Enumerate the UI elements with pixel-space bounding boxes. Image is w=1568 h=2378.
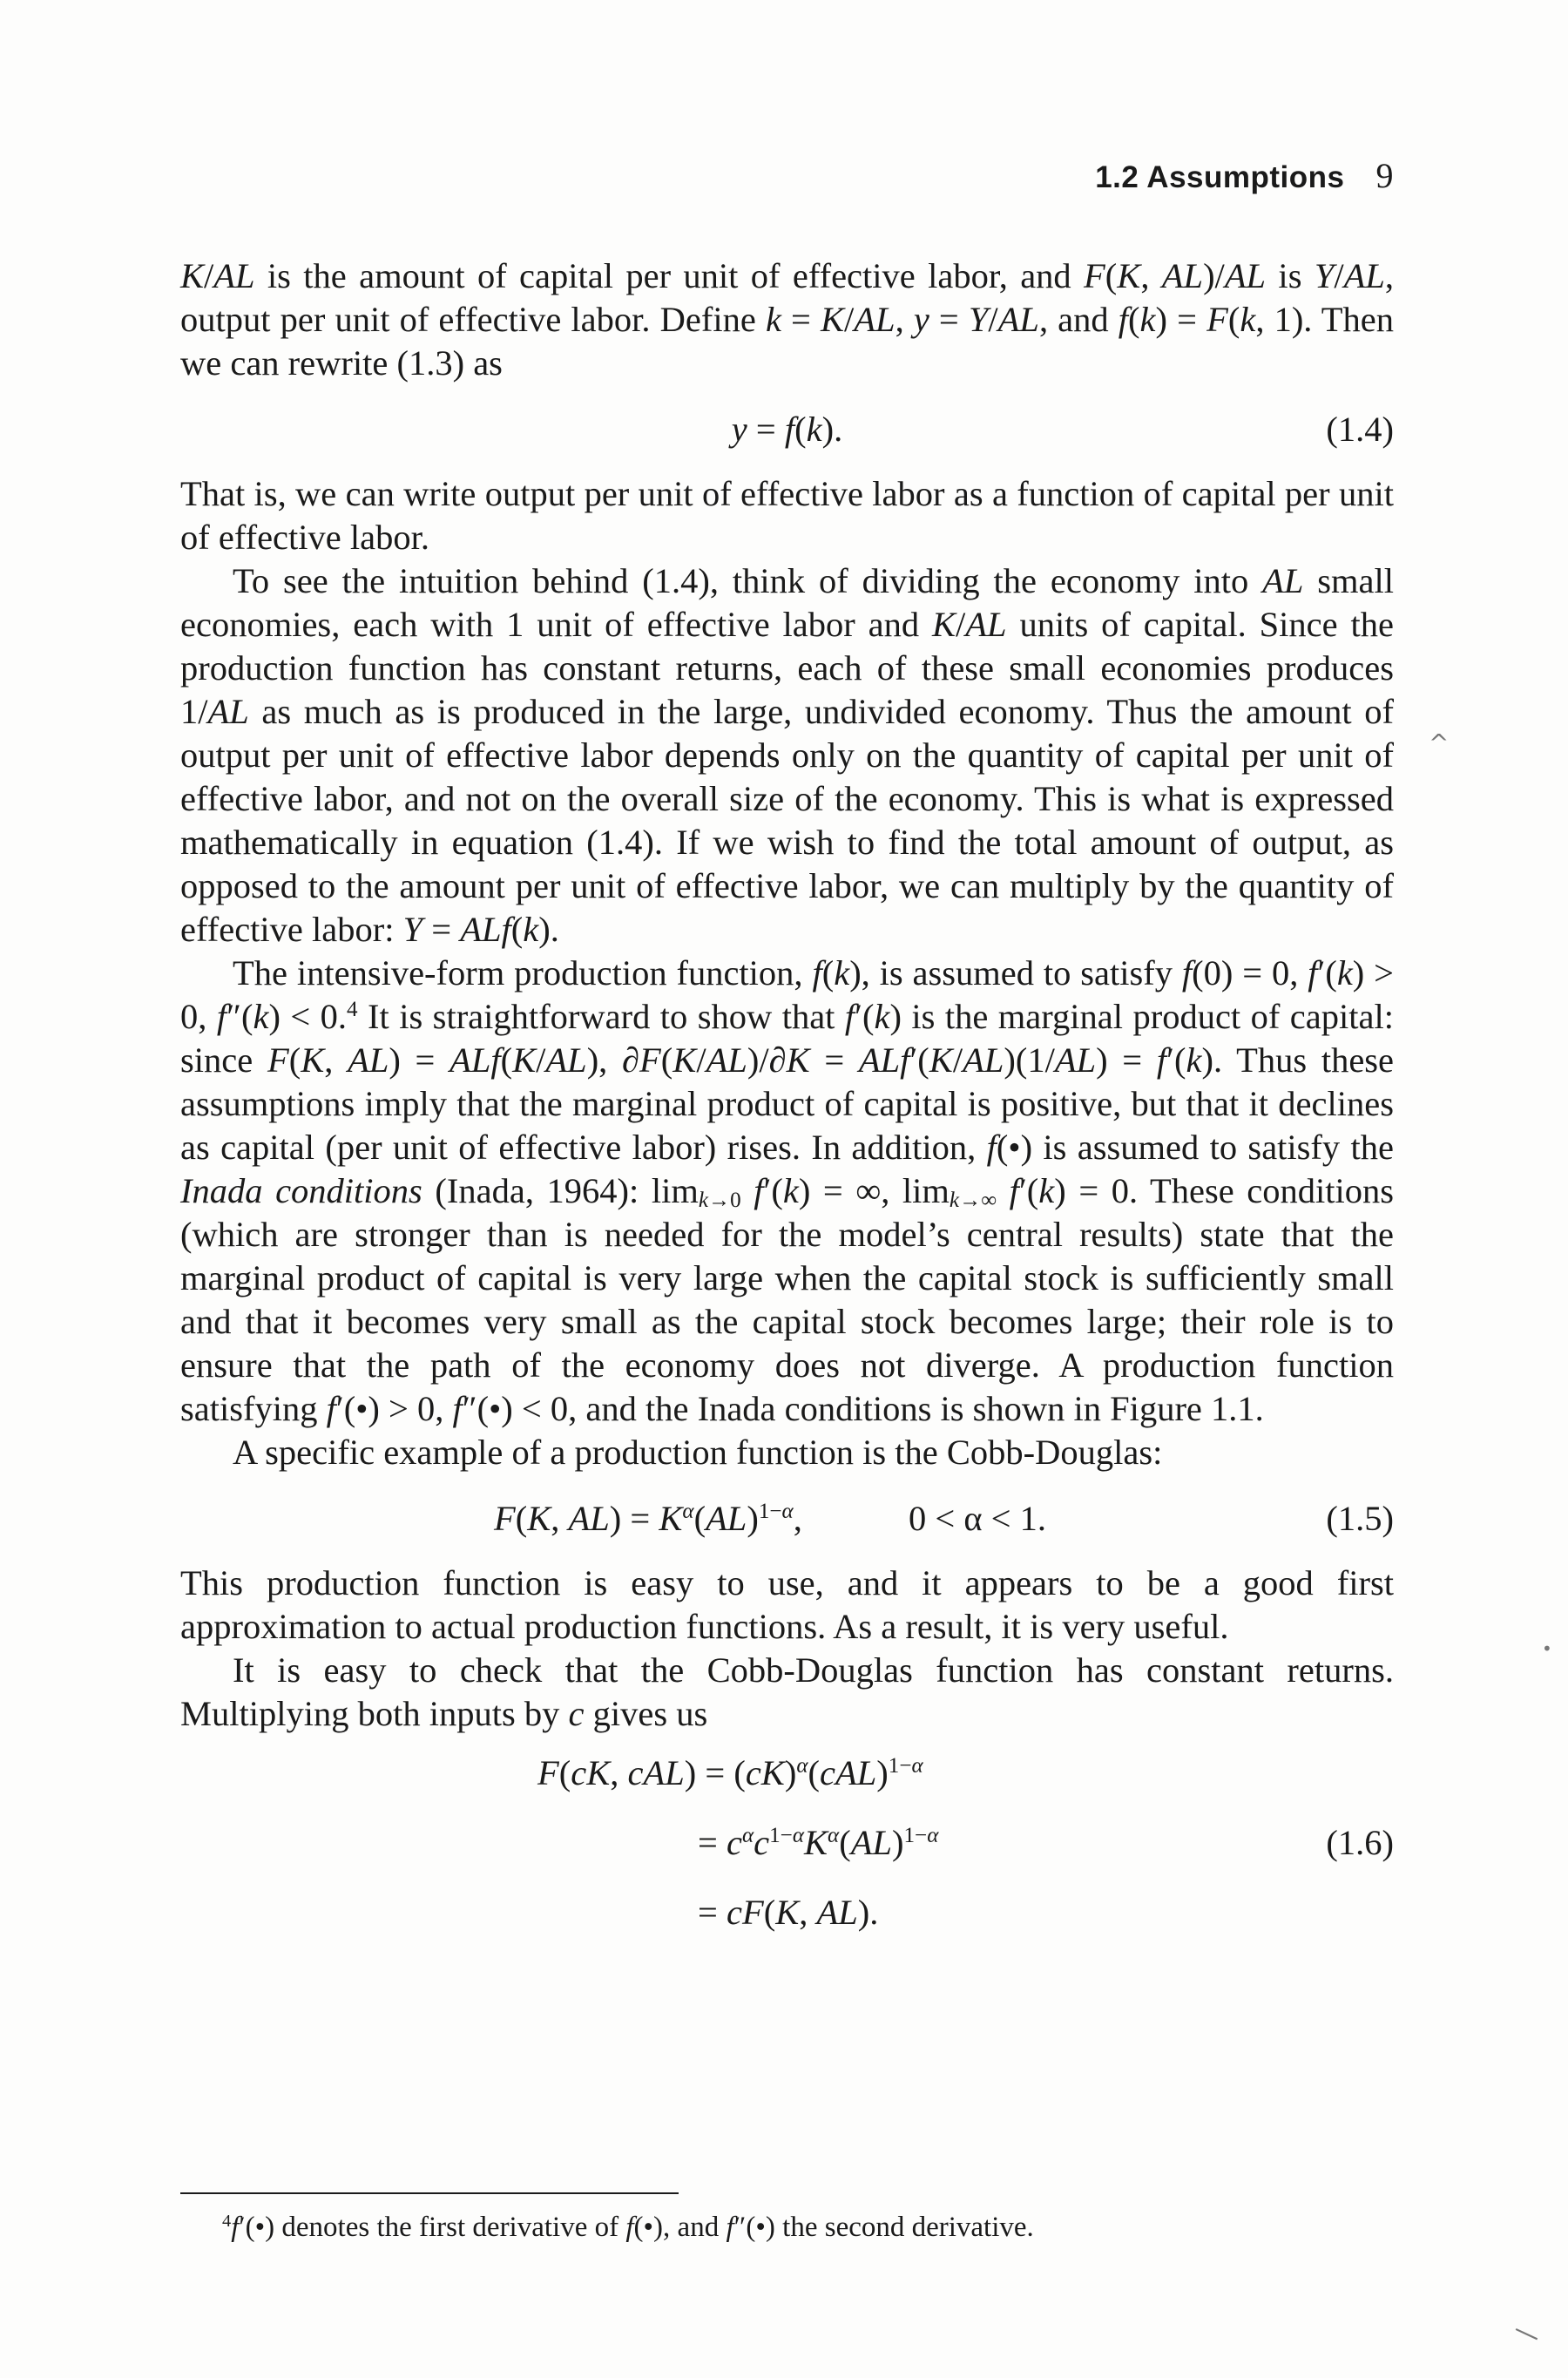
paragraph-definitions: K/AL is the amount of capital per unit of effective labor, and F(K, AL)/AL is Y/AL, output per unit of effective labor. Define k = K/AL, y = Y/AL, and f(k) = F(k, 1). Then we can rewrite (1.3) as [180,256,1395,383]
footnote-marker: 4 [222,2211,232,2231]
paragraph-intuition: To see the intuition behind (1.4), think of dividing the economy into AL small economies, each with 1 unit of effective labor and K/AL units of capital. Since the production function has constant returns, each of these small economies produces 1/AL as much as is produced in the large, undivided economy. Thus the amount of output per unit of effective labor depends only on the quantity of capital per unit of effective labor, and not on the overall size of the economy. This is what is expressed mathematically in equation (1.4). If we wish to find the total amount of output, as opposed to the amount per unit of effective labor, we can multiply by the quantity of effective labor: Y = ALf(k). [180,561,1395,949]
paragraph-intensive-form: That is, we can write output per unit of effective labor as a function of capital per unit of effective labor. [180,474,1394,557]
equation-1-4 [180,408,1394,451]
equation-1-5-number: (1.5) [1326,1499,1394,1538]
paragraph-cobb-douglas-intro: A specific example of a production function is the Cobb-Douglas: [233,1433,1163,1472]
equation-1-4-number: (1.4) [1326,410,1394,449]
page-number: 9 [1375,156,1394,195]
paragraph-cobb-douglas-use: This production function is easy to use, and it appears to be a good first approximation to actual production functions. As a result, it is very useful. [180,1563,1394,1646]
equation-1-5: F(K, $AL) = K^\alpha(AL)^{1-\alpha}$, 0 < α < 1. (1.5) [180,1497,1394,1541]
equation-1-5-range: 0 < α < 1. [909,1499,1047,1538]
equation-1-6 [180,1751,1394,1940]
margin-caret-mark: ^ [1429,728,1450,757]
equation-1-6-number: (1.6) [1326,1823,1394,1862]
margin-dot-mark: • [1542,1638,1552,1659]
equation-1-4-expression: y = f(k). [731,410,843,449]
equation-1-6-line-2: = $c^\alpha c^{1-\alpha}K^\alpha(AL)^{1-\alpha}$ [698,1823,939,1862]
paragraph-assumptions-lead: The intensive-form production function, [233,953,813,993]
main-text [180,254,1394,1962]
footnote-4: $^4$f′(•) denotes the first derivative of f(•), and f″(•) the second derivative. [222,2211,1034,2243]
paragraph-assumptions: The intensive-form production function, f(k), is assumed to satisfy f(0) = 0, f′(k) > 0, f″(k) < 0.$^4$ It is straightforward to show that f′(k) is the marginal product of capital: since F(K, AL) = ALf(K/AL), ∂F(K/AL)/∂K = ALf′(K/AL)(1/AL) = f′(k). Thus these assumptions imply that the marginal product of capital is positive, but that it declines as capital (per unit of effective labor) rises. In addition, f(•) is assumed to satisfy the Inada conditions (Inada, 1964): $\lim_{k\to 0} f'(k)$ = ∞, $\lim_{k\to\infty} f'(k) = 0$. These conditions (which are stronger than is needed for the model’s central results) state that the marginal product of capital is very large when the capital stock is sufficiently small and that it becomes very small as the capital stock becomes large; their role is to ensure that the path of the economy does not diverge. A production function satisfying f′(•) > 0, f″(•) < 0, and the Inada conditions is shown in Figure 1.1. [180,953,1395,1428]
running-header [180,155,1394,196]
footnote-rule [180,2192,679,2194]
margin-dash-mark: — [1509,2314,1545,2353]
footnote-tail: the second derivative. [774,2212,1034,2243]
section-title: 1.2 Assumptions [1095,160,1345,194]
inada-term: Inada conditions [180,1171,422,1210]
equation-1-6-line-1: F(cK, cAL) = (cK)$^\alpha$(cAL)$^{1-\alpha}$ [537,1753,923,1792]
equation-1-6-line-3: = cF(K, AL). [698,1893,879,1932]
paragraph-constant-returns: It is easy to check that the Cobb-Douglas function has constant returns. Multiplying both inputs by c gives us [180,1650,1394,1733]
